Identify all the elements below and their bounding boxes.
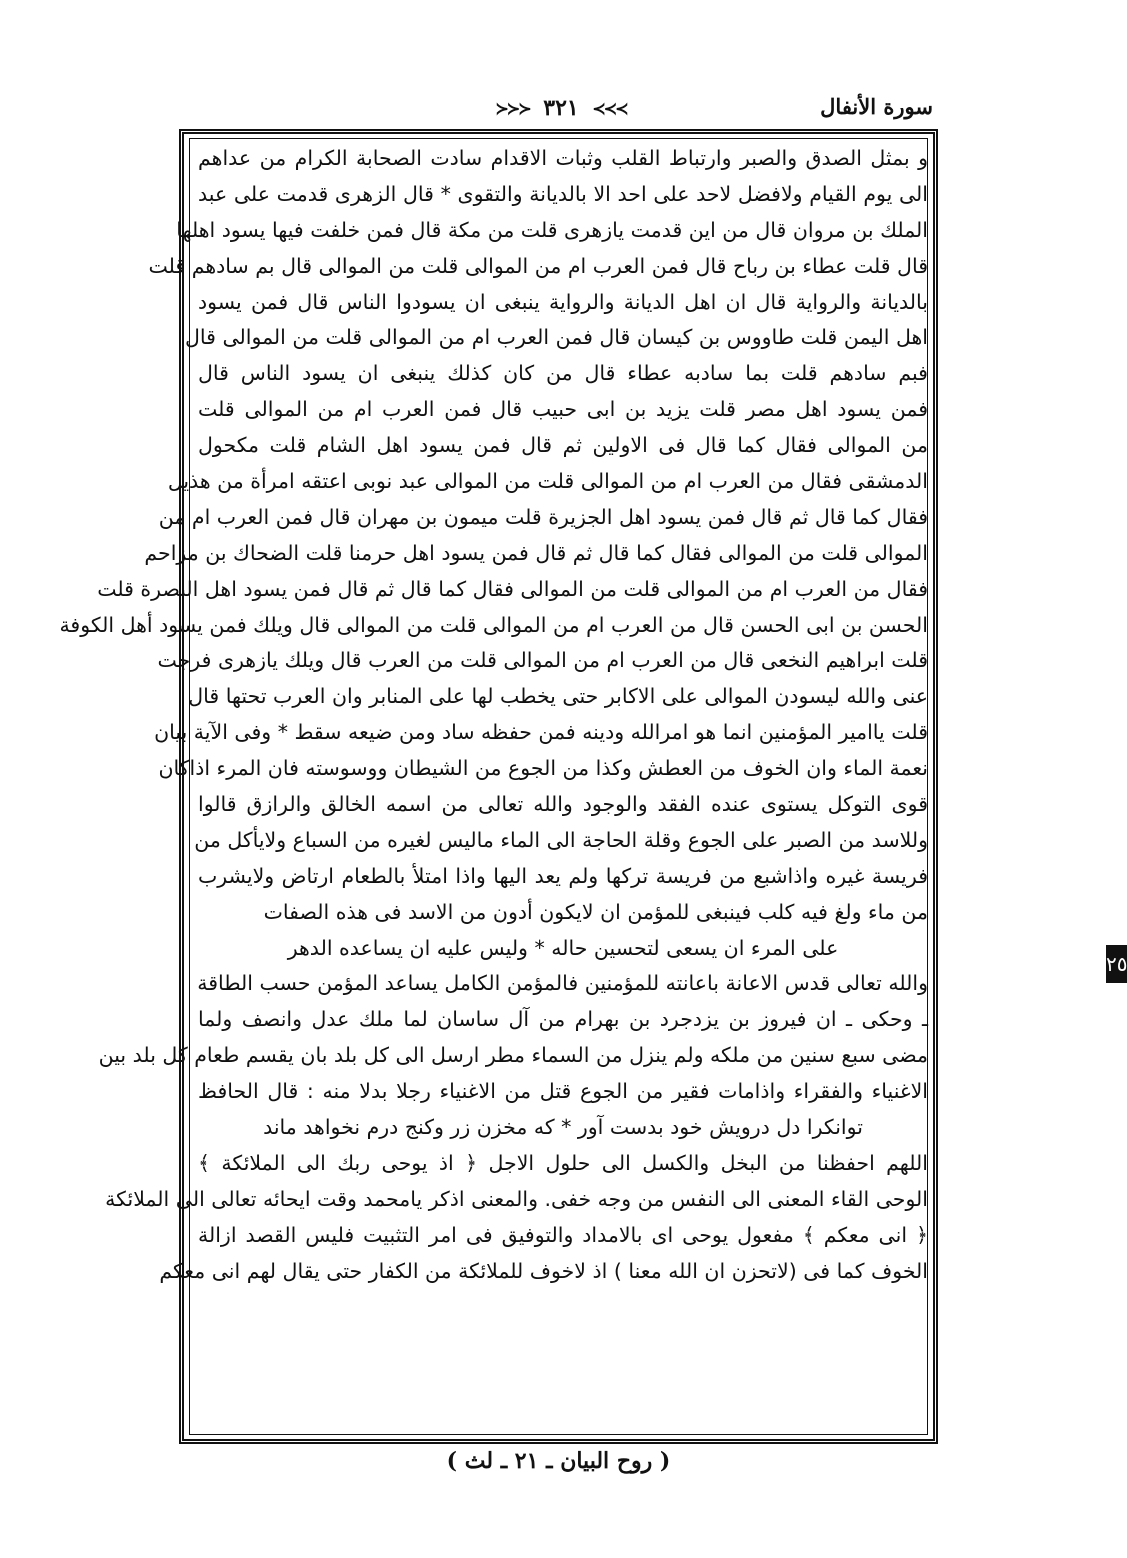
text-line: ـ وحكى ـ ان فيروز بن يزدجرد بن بهرام من آل ساسان لما ملك عدل وانصف ولما [198, 1007, 928, 1032]
text-line: فريسة غيره واذاشبع من فريسة تركها ولم يعد اليها واذا امتلأ بالطعام ارتاض ولايشرب [198, 863, 928, 888]
page-number: ٣٢١ [543, 95, 579, 121]
text-line: قلت ابراهيم النخعى قال من العرب ام من الموالى قلت من العرب قال ويلك يازهرى فرجت [157, 648, 928, 673]
text-line: اهل اليمن قلت طاووس بن كيسان قال فمن العرب ام من الموالى قلت من الموالى قال [185, 325, 928, 350]
poetry-verse: على المرء ان يسعى لتحسين حاله * وليس عليه ان يساعده الدهر [287, 935, 839, 960]
ornament-left-icon: ≻≻≻ [495, 98, 530, 118]
text-line: ﴿ انى معكم ﴾ مفعول يوحى اى بالامداد والتوفيق فى امر التثبيت فليس القصد ازالة [198, 1222, 928, 1247]
text-line: اللهم احفظنا من البخل والكسل الى حلول الاجل ﴿ اذ يوحى ربك الى الملائكة ﴾ [198, 1150, 928, 1175]
side-margin-mark: ٢٥ [1106, 945, 1127, 983]
text-line: من ماء ولغ فيه كلب فينبغى للمؤمن ان لايكون أدون من الاسد فى هذه الصفات [263, 899, 928, 924]
text-line: الملك بن مروان قال من اين قدمت يازهرى قلت من مكة قال فمن خلفت فيها يسود اهلها [176, 217, 928, 242]
footer-signature: ( روح البيان ـ ٢١ ـ لث ) [446, 1448, 671, 1474]
surah-title: سورة الأنفال [820, 94, 933, 119]
text-line: و بمثل الصدق والصبر وارتباط القلب وثبات الاقدام سادت الصحابة الكرام من عداهم [198, 146, 928, 170]
text-line: فقال من العرب ام من الموالى قلت من الموالى فقال كما قال ثم قال فمن يسود اهل البصرة قلت [97, 576, 928, 601]
page-number-block [185, 94, 937, 121]
text-line: والله تعالى قدس الاعانة باعانته للمؤمنين فالمؤمن الكامل يساعد المؤمن حسب الطاقة [197, 971, 928, 996]
text-line: بالديانة والرواية قال ان اهل الديانة والرواية ينبغى ان يسودوا الناس قال فمن يسود [198, 289, 928, 314]
text-line: فمن يسود اهل مصر قلت يزيد بن ابى حبيب قال فمن العرب ام من الموالى قلت [198, 397, 928, 422]
text-line: الوحى القاء المعنى الى النفس من وجه خفى. والمعنى اذكر يامحمد وقت ايحائه تعالى الى الملائكة [105, 1186, 928, 1211]
main-text [59, 141, 928, 1290]
text-line: الى يوم القيام ولافضل لاحد على احد الا بالديانة والتقوى * قال الزهرى قدمت على عبد [198, 181, 928, 206]
text-line: عنى والله ليسودن الموالى على الاكابر حتى يخطب لها على المنابر وان العرب تحتها قال [188, 684, 928, 709]
poetry-verse: توانكرا دل درويش خود بدست آور * كه مخزن زر وكنج درم نخواهد ماند [263, 1115, 863, 1140]
text-line: الخوف كما فى (لاتحزن ان الله معنا ) اذ لاخوف للملائكة من الكفار حتى يقال لهم انى معكم [159, 1258, 928, 1283]
text-line: الحسن بن ابى الحسن قال من العرب ام من الموالى قلت من الموالى قال ويلك فمن يسود أهل الكوفة [59, 612, 928, 637]
text-line: وللاسد من الصبر على الجوع وقلة الحاجة الى الماء ماليس لغيره من السباع ولايأكل من [194, 827, 928, 852]
text-line: الاغنياء والفقراء واذامات فقير من الجوع قتل من الاغنياء رجلا بدلا منه : قال الحافظ [198, 1079, 928, 1104]
text-line: مضى سبع سنين من ملكه ولم ينزل من السماء مطر ارسل الى كل بلد بان يقسم طعام كل بلد بين [98, 1043, 928, 1068]
text-line: فبم سادهم قلت بما سادبه عطاء قال من كان كذلك ينبغى ان يسود الناس قال [198, 361, 928, 386]
text-line: الدمشقى فقال من العرب ام من الموالى قلت من الموالى عبد نوبى اعتقه امرأة من هذيل [167, 469, 928, 494]
text-line: فقال كما قال ثم قال فمن يسود اهل الجزيرة قلت ميمون بن مهران قال فمن العرب ام من [158, 504, 928, 529]
text-line: قال قلت عطاء بن رباح قال فمن العرب ام من الموالى قلت من الموالى قال بم سادهم قلت [148, 253, 928, 278]
ornament-right-icon: ≺≺≺ [592, 98, 627, 118]
page-header [185, 88, 937, 128]
text-line: من الموالى فقال كما قال فى الاولين ثم قال فمن يسود اهل الشام قلت مكحول [198, 433, 928, 458]
text-line: الموالى قلت من الموالى فقال كما قال ثم قال فمن يسود اهل حرمنا قلت الضحاك بن مزاحم [144, 540, 928, 565]
text-line: نعمة الماء وان الخوف من العطش وكذا من الجوع من الشيطان ووسوسته فان المرء اذاكان [158, 756, 928, 781]
text-line: قلت ياامير المؤمنين انما هو امرالله ودينه فمن حفظه ساد ومن ضيعه سقط * وفى الآية بيان [154, 720, 928, 745]
text-line: قوى التوكل يستوى عنده الفقد والوجود والله تعالى من اسمه الخالق والرازق قالوا [198, 792, 928, 817]
